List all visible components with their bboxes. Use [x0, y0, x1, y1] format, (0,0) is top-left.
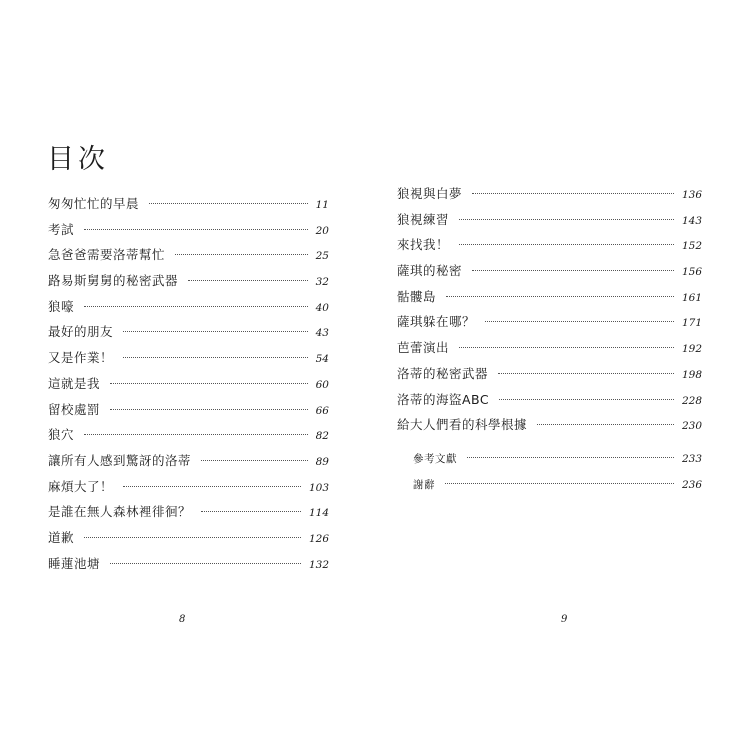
- entry-page: 143: [681, 214, 702, 227]
- dot-leader: [472, 193, 674, 194]
- toc-entry: [48, 345, 329, 371]
- page-number-right: 9: [561, 614, 568, 625]
- dot-leader: [84, 537, 301, 538]
- entry-page: 89: [315, 455, 329, 468]
- entry-title: 睡蓮池塘: [48, 555, 101, 571]
- toc-entry: [48, 217, 329, 243]
- toc-entry: [397, 412, 702, 438]
- toc-right-list: [397, 181, 702, 438]
- entry-page: 156: [681, 266, 702, 279]
- toc-entry: [397, 258, 702, 284]
- dot-leader: [84, 306, 308, 307]
- entry-title: 狼穴: [48, 427, 75, 443]
- toc-entry: [48, 525, 329, 551]
- dot-leader: [467, 457, 674, 458]
- toc-entry: [48, 242, 329, 268]
- toc-entry: [48, 371, 329, 397]
- dot-leader: [201, 460, 308, 461]
- entry-page: 25: [315, 250, 329, 263]
- toc-entry: [48, 448, 329, 474]
- entry-title: 狼視練習: [397, 211, 450, 227]
- page-number-left: 8: [179, 614, 186, 625]
- entry-page: 82: [315, 430, 329, 443]
- entry-title: 留校處罰: [48, 401, 101, 417]
- entry-title: 路易斯舅舅的秘密武器: [48, 273, 179, 289]
- dot-leader: [123, 357, 308, 358]
- entry-title: 來找我！: [397, 237, 450, 253]
- toc-entry: [48, 397, 329, 423]
- entry-title: 道歉: [48, 529, 75, 545]
- entry-title: 這就是我: [48, 375, 101, 391]
- entry-title: 匆匆忙忙的早晨: [48, 196, 140, 211]
- entry-title: 最好的朋友: [48, 324, 114, 340]
- dot-leader: [498, 373, 674, 374]
- toc-entry: [397, 232, 702, 258]
- toc-left-list: [48, 191, 329, 576]
- dot-leader: [472, 270, 674, 271]
- toc-entry: [397, 284, 702, 310]
- entry-title: 洛蒂的秘密武器: [397, 365, 489, 381]
- toc-entry: [48, 319, 329, 345]
- dot-leader: [445, 483, 674, 484]
- entry-title: 洛蒂的海盜ABC: [397, 391, 490, 407]
- entry-title: 狼視與白夢: [397, 186, 463, 201]
- entry-title: 謝辭: [413, 479, 435, 491]
- entry-title: 薩琪的秘密: [397, 263, 463, 279]
- entry-page: 236: [681, 479, 702, 491]
- entry-page: 126: [308, 532, 329, 545]
- dot-leader: [201, 511, 301, 512]
- entry-page: 192: [681, 343, 702, 356]
- dot-leader: [110, 563, 301, 564]
- entry-page: 43: [315, 327, 329, 340]
- toc-entry: [48, 499, 329, 525]
- dot-leader: [499, 399, 674, 400]
- dot-leader: [188, 280, 308, 281]
- dot-leader: [110, 383, 308, 384]
- dot-leader: [123, 331, 308, 332]
- toc-title: 目次: [47, 144, 109, 175]
- entry-page: 132: [308, 558, 329, 571]
- entry-title: 薩琪躲在哪？: [397, 314, 476, 330]
- entry-title: 狼嚎: [48, 298, 75, 314]
- toc-entry: [48, 422, 329, 448]
- dot-leader: [459, 219, 674, 220]
- dot-leader: [485, 321, 674, 322]
- entry-page: 66: [315, 404, 329, 417]
- entry-page: 40: [315, 301, 329, 314]
- dot-leader: [84, 229, 308, 230]
- entry-title: 讓所有人感到驚訝的洛蒂: [48, 452, 192, 468]
- entry-title: 給大人們看的科學根據: [397, 417, 528, 433]
- toc-entry: [397, 361, 702, 387]
- dot-leader: [459, 347, 674, 348]
- toc-entry: [48, 294, 329, 320]
- dot-leader: [537, 424, 674, 425]
- entry-title: 急爸爸需要洛蒂幫忙: [48, 247, 166, 263]
- toc-entry: [48, 474, 329, 500]
- dot-leader: [110, 409, 308, 410]
- entry-page: 198: [681, 368, 702, 381]
- dot-leader: [459, 244, 674, 245]
- entry-title: 是誰在無人森林裡徘徊？: [48, 504, 192, 520]
- toc-entry: [397, 181, 702, 207]
- entry-page: 60: [315, 378, 329, 391]
- back-matter-list: [413, 446, 702, 498]
- back-matter-entry: [413, 446, 702, 472]
- entry-title: 芭蕾演出: [397, 340, 450, 356]
- entry-page: 54: [315, 353, 329, 366]
- entry-title: 考試: [48, 221, 75, 237]
- entry-page: 114: [308, 507, 329, 520]
- toc-entry: [48, 268, 329, 294]
- dot-leader: [84, 434, 308, 435]
- entry-page: 32: [315, 276, 329, 289]
- dot-leader: [149, 203, 308, 204]
- entry-page: 233: [681, 453, 702, 465]
- dot-leader: [175, 254, 308, 255]
- toc-entry: [397, 335, 702, 361]
- entry-title: 麻煩大了！: [48, 478, 114, 494]
- entry-page: 136: [681, 189, 702, 201]
- entry-page: 20: [315, 224, 329, 237]
- entry-title: 又是作業！: [48, 350, 114, 366]
- entry-page: 230: [681, 420, 702, 433]
- dot-leader: [446, 296, 674, 297]
- toc-entry: [397, 309, 702, 335]
- toc-entry: [48, 191, 329, 217]
- toc-entry: [48, 551, 329, 577]
- back-matter-entry: [413, 472, 702, 498]
- entry-page: 152: [681, 240, 702, 253]
- toc-entry: [397, 207, 702, 233]
- entry-page: 11: [315, 199, 329, 211]
- entry-page: 103: [308, 481, 329, 494]
- entry-page: 171: [681, 317, 702, 330]
- entry-page: 228: [681, 394, 702, 407]
- dot-leader: [123, 486, 301, 487]
- entry-title: 參考文獻: [413, 453, 457, 465]
- entry-title: 骷髏島: [397, 288, 437, 304]
- entry-page: 161: [681, 291, 702, 304]
- toc-entry: [397, 387, 702, 413]
